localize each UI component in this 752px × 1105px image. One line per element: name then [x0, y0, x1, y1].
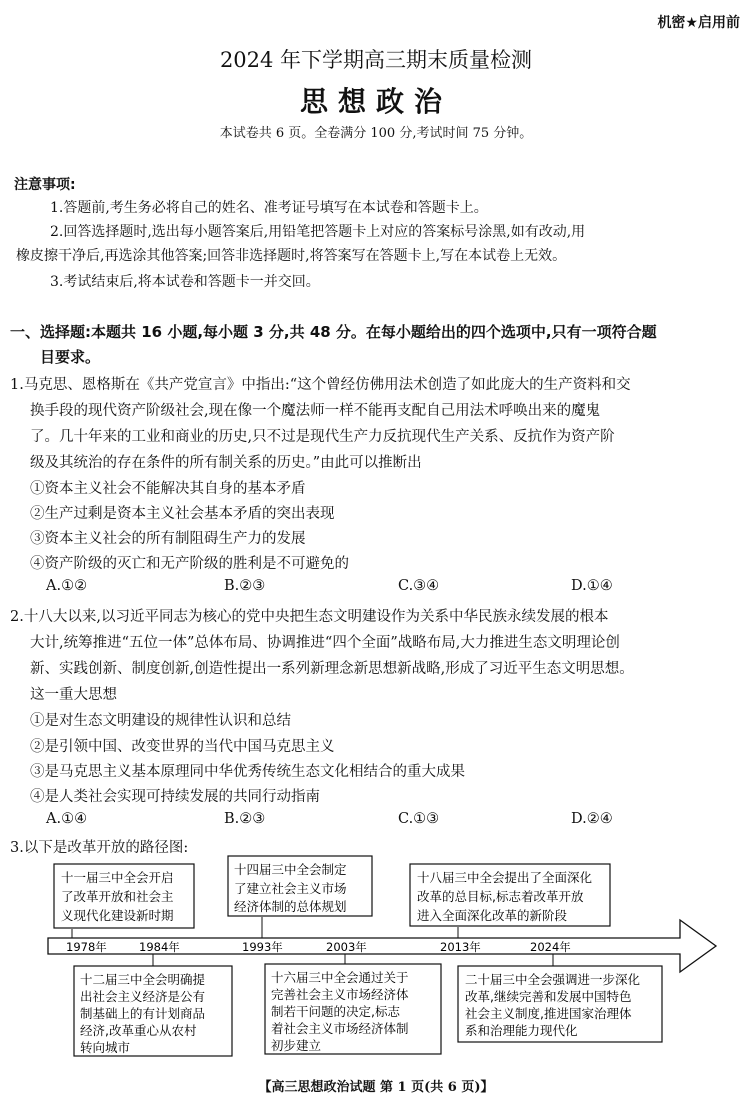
year-label: 1993年: [242, 940, 283, 954]
bottom-box-2003: [265, 964, 441, 1054]
box-line: 出社会主义经济是公有: [80, 989, 206, 1004]
notice-heading: 注意事项:: [14, 177, 76, 193]
box-line: 完善社会主义市场经济体: [271, 987, 409, 1002]
q1-item: ④资产阶级的灭亡和无产阶级的胜利是不可避免的: [30, 556, 349, 572]
top-box-1993: [228, 856, 372, 916]
year-label: 1978年: [66, 940, 107, 954]
box-line: 进入全面深化改革的新阶段: [417, 908, 568, 923]
year-label: 2003年: [326, 940, 367, 954]
box-line: 系和治理能力现代化: [465, 1023, 578, 1038]
section-heading: 一、选择题:本题共 16 小题,每小题 3 分,共 48 分。在每小题给出的四个选项中,只有一项符合题: [10, 323, 657, 341]
q2-item: ②是引领中国、改变世界的当代中国马克思主义: [30, 739, 335, 755]
q1-stem-line: 级及其统治的存在条件的所有制关系的历史。”由此可以推断出: [30, 455, 422, 471]
q2-stem-line: 新、实践创新、制度创新,创造性提出一系列新理念新思想新战略,形成了习近平生态文明思想。: [30, 661, 634, 677]
q1-stem-line: 了。几十年来的工业和商业的历史,只不过是现代生产力反抗现代生产关系、反抗作为资产阶: [30, 429, 615, 445]
box-line: 初步建立: [271, 1038, 322, 1053]
q2-stem-line: 这一重大思想: [30, 687, 117, 703]
q2-stem-line: 2.十八大以来,以习近平同志为核心的党中央把生态文明建设作为关系中华民族永续发展的根本: [10, 609, 609, 625]
year-label: 2013年: [440, 940, 481, 954]
notice-line: 1.答题前,考生务必将自己的姓名、准考证号填写在本试卷和答题卡上。: [50, 200, 488, 216]
exam-title: 2024 年下学期高三期末质量检测: [219, 48, 533, 72]
box-line: 十四届三中全会制定: [234, 862, 347, 877]
box-line: 十六届三中全会通过关于: [271, 970, 409, 985]
q2-stem-line: 大计,统筹推进“五位一体”总体布局、协调推进“四个全面”战略布局,大力推进生态文明理论创: [30, 635, 620, 651]
q3-stem: 3.以下是改革开放的路径图:: [10, 840, 189, 856]
q2-option-b[interactable]: B.②③: [224, 811, 266, 827]
top-box-2013: [410, 864, 610, 926]
q1-stem-line: 1.马克思、恩格斯在《共产党宣言》中指出:“这个曾经仿佛用法术创造了如此庞大的生产资料和交: [10, 377, 631, 393]
box-line: 制基础上的有计划商品: [80, 1006, 206, 1021]
q1-item: ③资本主义社会的所有制阻碍生产力的发展: [30, 531, 306, 547]
box-line: 改革的总目标,标志着改革开放: [417, 889, 584, 904]
bottom-box-1984: [74, 966, 232, 1056]
box-line: 改革,继续完善和发展中国特色: [465, 989, 632, 1004]
q2-option-c[interactable]: C.①③: [398, 811, 440, 827]
notice-line: 3.考试结束后,将本试卷和答题卡一并交回。: [50, 274, 320, 290]
notice-line: 2.回答选择题时,选出每小题答案后,用铅笔把答题卡上对应的答案标号涂黑,如有改动,用: [50, 224, 586, 240]
subject-title: 思想政治: [299, 85, 452, 118]
q2-item: ①是对生态文明建设的规律性认识和总结: [30, 713, 291, 729]
bottom-box-2024: [458, 966, 662, 1042]
q2-item: ④是人类社会实现可持续发展的共同行动指南: [30, 789, 320, 805]
q1-option-a[interactable]: A.①②: [46, 578, 88, 594]
q2-option-d[interactable]: D.②④: [571, 811, 613, 827]
q1-item: ①资本主义社会不能解决其自身的基本矛盾: [30, 481, 306, 497]
q1-option-d[interactable]: D.①④: [571, 578, 613, 594]
box-line: 义现代化建设新时期: [61, 908, 174, 923]
box-line: 制若干问题的决定,标志: [271, 1004, 400, 1019]
box-line: 二十届三中全会强调进一步深化: [465, 972, 641, 987]
top-box-1978: [54, 864, 194, 928]
year-label: 1984年: [139, 940, 180, 954]
box-line: 了建立社会主义市场: [234, 881, 347, 896]
box-line: 十八届三中全会提出了全面深化: [417, 870, 593, 885]
box-line: 着社会主义市场经济体制: [271, 1021, 409, 1036]
box-line: 十一届三中全会开启: [61, 870, 174, 885]
q1-option-c[interactable]: C.③④: [398, 578, 440, 594]
q2-option-a[interactable]: A.①④: [46, 811, 88, 827]
q1-item: ②生产过剩是资本主义社会基本矛盾的突出表现: [30, 506, 335, 522]
q1-stem-line: 换手段的现代资产阶级社会,现在像一个魔法师一样不能再支配自己用法术呼唤出来的魔鬼: [30, 403, 601, 419]
year-label: 2024年: [530, 940, 571, 954]
box-line: 转向城市: [80, 1040, 131, 1055]
exam-info: 本试卷共 6 页。全卷满分 100 分,考试时间 75 分钟。: [219, 126, 533, 141]
section-heading-cont: 目要求。: [40, 348, 101, 366]
box-line: 经济体制的总体规划: [234, 899, 347, 914]
notice-line: 橡皮擦干净后,再选涂其他答案;回答非选择题时,将答案写在答题卡上,写在本试卷上无效。: [16, 248, 567, 264]
q1-option-b[interactable]: B.②③: [224, 578, 266, 594]
box-line: 社会主义制度,推进国家治理体: [465, 1006, 632, 1021]
confidential-mark: 机密★启用前: [657, 15, 740, 31]
box-line: 了改革开放和社会主: [61, 889, 174, 904]
box-line: 十二届三中全会明确提: [80, 972, 206, 987]
q2-item: ③是马克思主义基本原理同中华优秀传统生态文化相结合的重大成果: [30, 764, 465, 780]
page-footer: 【高三思想政治试题 第 1 页(共 6 页)】: [258, 1080, 494, 1095]
box-line: 经济,改革重心从农村: [80, 1023, 197, 1038]
